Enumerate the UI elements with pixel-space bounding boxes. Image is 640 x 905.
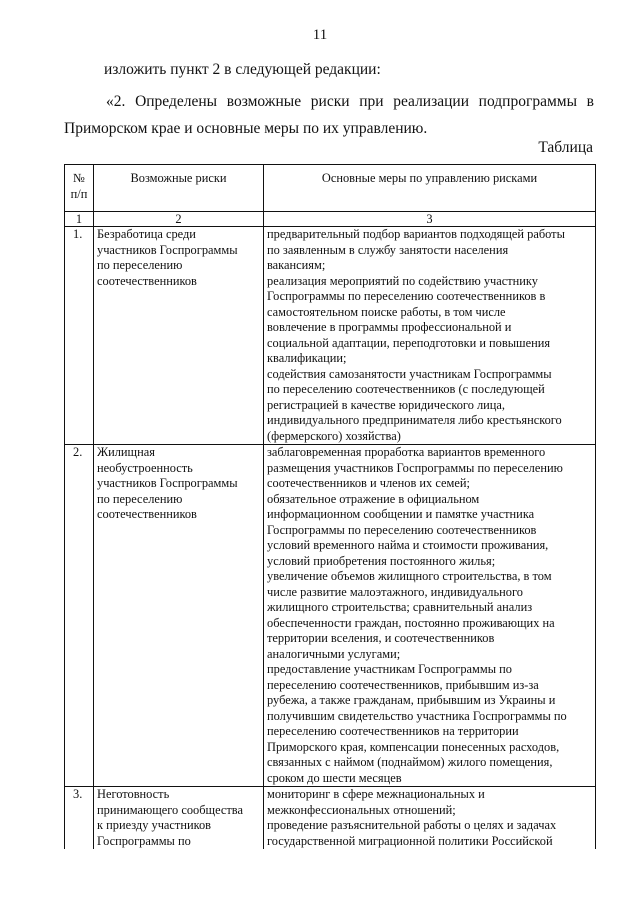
- table-row: [65, 787, 596, 850]
- measure-line: государственной миграционной политики Российской: [267, 833, 553, 848]
- measure-line: переселению соотечественников на территории: [267, 724, 519, 738]
- measures-cell: [264, 227, 596, 445]
- measure-line: регистрацией в качестве юридического лица,: [267, 397, 506, 412]
- measure-line: соотечественников и членов их семей;: [267, 476, 470, 490]
- measure-line: мониторинг в сфере межнациональных и: [267, 787, 485, 801]
- section-paragraph: [64, 88, 594, 142]
- measures-cell: [264, 787, 596, 850]
- column-number-1: 1: [65, 212, 94, 227]
- measure-line: реализация мероприятий по содействию участнику: [267, 273, 538, 288]
- header-num-line-2: п/п: [70, 186, 88, 201]
- table-row: [65, 445, 596, 787]
- measure-line: проведение разъяснительной работы о целях и задачах: [267, 818, 557, 832]
- measure-line: условий приобретения постоянного жилья;: [267, 553, 496, 568]
- measure-line: числе развитие малоэтажного, индивидуального: [267, 584, 523, 599]
- table-row: [65, 227, 596, 445]
- row-number: 1.: [65, 227, 94, 445]
- header-measures: Основные меры по управлению рисками: [264, 165, 596, 212]
- section-line-2: Приморском крае и основные меры по их управлению.: [64, 120, 428, 137]
- measure-line: предоставление участникам Госпрограммы по: [267, 662, 512, 676]
- risk-line: по переселению: [97, 491, 183, 506]
- risks-table: [64, 164, 596, 849]
- risk-cell: [94, 227, 264, 445]
- measure-line: содействия самозанятости участникам Госпрограммы: [267, 366, 552, 381]
- risk-line: к приезду участников: [97, 818, 212, 832]
- measure-line: условий временного найма и стоимости проживания,: [267, 538, 549, 552]
- row-number: 3.: [65, 787, 94, 850]
- intro-paragraph: изложить пункт 2 в следующей редакции:: [104, 61, 381, 78]
- risk-line: Госпрограммы по: [97, 833, 191, 848]
- page-number: 11: [312, 27, 328, 43]
- measure-line: обеспеченности граждан, постоянно проживающих на: [267, 615, 555, 630]
- measure-line: связанных с наймом (поднаймом) жилого помещения,: [267, 755, 553, 769]
- table-body: [65, 227, 596, 850]
- risk-line: соотечественников: [97, 273, 197, 288]
- table-caption: Таблица: [538, 139, 593, 156]
- header-num: [65, 165, 94, 212]
- measure-line: Госпрограммы по переселению соотечественников в: [267, 289, 546, 303]
- measure-line: жилищного строительства; сравнительный анализ: [267, 600, 533, 614]
- risk-line: по переселению: [97, 258, 183, 272]
- risk-line: соотечественников: [97, 507, 197, 521]
- row-number: 2.: [65, 445, 94, 787]
- measure-line: (фермерского) хозяйства): [267, 428, 401, 443]
- measure-line: по переселению соотечественников (с последующей: [267, 382, 545, 396]
- measure-line: аналогичными услугами;: [267, 646, 401, 661]
- measure-line: вовлечение в программы профессиональной и: [267, 320, 512, 334]
- measure-line: межконфессиональных отношений;: [267, 802, 456, 817]
- column-number-row: [65, 212, 596, 227]
- measure-line: самостоятельном поиске работы, в том числе: [267, 304, 506, 319]
- measure-line: индивидуального предпринимателя либо крестьянского: [267, 413, 562, 427]
- measure-line: заблаговременная проработка вариантов временного: [267, 445, 546, 459]
- risk-line: Неготовность: [97, 787, 170, 801]
- risk-line: принимающего сообщества: [97, 802, 243, 817]
- measure-line: размещения участников Госпрограммы по переселению: [267, 460, 563, 475]
- measures-cell: [264, 445, 596, 787]
- measure-line: вакансиям;: [267, 258, 326, 272]
- measure-line: информационном сообщении и памятке участника: [267, 507, 535, 521]
- measure-line: квалификации;: [267, 351, 347, 365]
- measure-line: обязательное отражение в официальном: [267, 491, 480, 506]
- header-num-line-1: №: [73, 171, 85, 185]
- measure-line: Приморского края, компенсации понесенных расходов,: [267, 739, 560, 754]
- measure-line: получившим свидетельство участника Госпрограммы по: [267, 708, 567, 723]
- measure-line: Госпрограммы по переселению соотечественников: [267, 522, 537, 537]
- header-risks: Возможные риски: [94, 165, 264, 212]
- risk-cell: [94, 787, 264, 850]
- measure-line: социальной адаптации, переподготовки и повышения: [267, 335, 551, 350]
- risk-line: Жилищная: [97, 445, 155, 459]
- risk-line: участников Госпрограммы: [97, 476, 238, 490]
- risk-line: Безработица среди: [97, 227, 196, 241]
- table-header-row: [65, 165, 596, 212]
- risk-line: участников Госпрограммы: [97, 242, 238, 257]
- measure-line: предварительный подбор вариантов подходящей работы: [267, 227, 565, 241]
- risk-line: необустроенность: [97, 460, 193, 475]
- measure-line: переселению соотечественников, прибывшим из-за: [267, 677, 539, 692]
- measure-line: сроком до шести месяцев: [267, 770, 402, 785]
- column-number-2: 2: [94, 212, 264, 227]
- column-number-3: 3: [264, 212, 596, 227]
- measure-line: увеличение объемов жилищного строительства, в том: [267, 569, 552, 583]
- measure-line: рубежа, а также гражданам, прибывшим из Украины и: [267, 693, 556, 707]
- measure-line: территории вселения, и соотечественников: [267, 631, 495, 645]
- risk-cell: [94, 445, 264, 787]
- section-line-1: «2. Определены возможные риски при реализации подпрограммы в: [106, 93, 594, 110]
- measure-line: по заявленным в службу занятости населения: [267, 242, 509, 257]
